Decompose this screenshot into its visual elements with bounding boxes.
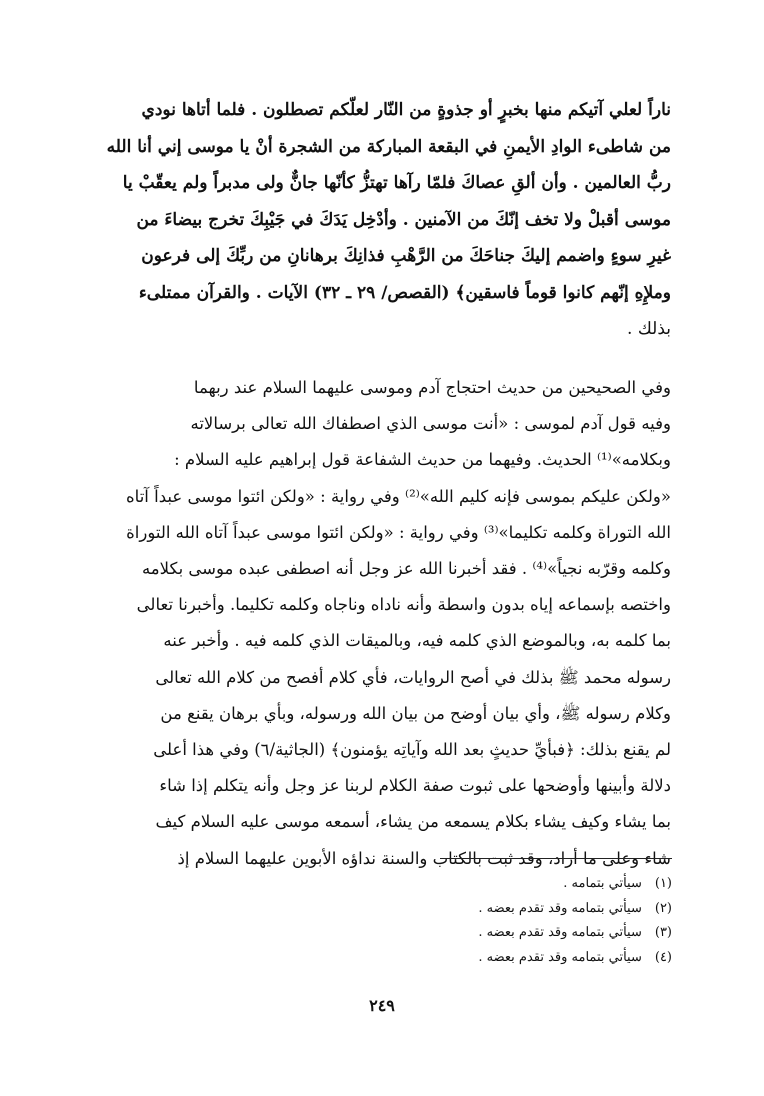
footnote-number: (٣): [654, 925, 672, 940]
text-line: شاء وعلى ما أراد، وقد ثبت بالكتاب والسنة نداؤه الأبوين عليهما السلام إذ: [177, 848, 671, 868]
footnote-item: [380, 872, 672, 897]
page-number: ٢٤٩: [369, 996, 395, 1015]
text-line: وفيه قول آدم لموسى : «أنت موسى الذي اصطفاك الله تعالى برسالاته: [190, 414, 671, 434]
text-line: بما كلمه به، وبالموضع الذي كلمه فيه، وبالميقات الذي كلمه فيه . وأخبر عنه: [163, 631, 671, 651]
text-line: غيرِ سوءٍ واضمم إليكَ جناحَكَ من الرَّهْبِ فذانِكَ برهانانِ من ربِّكَ إلى فرعون: [141, 246, 671, 266]
text-line: من شاطىء الوادِ الأيمنِ في البقعة المباركة من الشجرة أنْ يا موسى إني أنا الله: [106, 136, 671, 157]
footnote-text: سيأتي بتمامه .: [563, 876, 642, 891]
footnote-item: [380, 897, 672, 922]
text-line: واختصه بإسماعه إياه بدون واسطة وأنه ناداه وناجاه وكلمه تكليما. وأخبرنا تعالى: [136, 595, 671, 615]
footnote-number: (٢): [654, 900, 672, 916]
text-line: رسوله محمد ﷺ بذلك في أصح الروايات، فأي كلام أفصح من كلام الله تعالى: [155, 667, 671, 687]
text-line: بذلك .: [627, 319, 671, 339]
text-line: لم يقنع بذلك: ﴿فبأيِّ حديثٍ بعد الله وآياتِه يؤمنون﴾ (الجاثية/٦) وفي هذا أعلى: [153, 740, 671, 760]
text-line: وملإِهِ إنّهم كانوا قوماً فاسقين﴾ (القصص/ ٢٩ ـ ٣٢) الآيات . والقرآن ممتلىء: [138, 282, 671, 303]
text-line: ربُّ العالمين . وأن ألقِ عصاكَ فلمّا رآها تهتزُّ كأنّها جانٌّ ولى مدبراً ولم يعقّبْ يا: [122, 173, 671, 193]
text-line: الله التوراة وكلمه تكليما»⁽³⁾ وفي رواية : «ولكن ائتوا موسى عبداً آتاه الله التوراة: [126, 522, 671, 542]
text-line: موسى أقبلْ ولا تخف إنّكَ من الآمنين . وأدْخِل يَدَكَ في جَيْبِكَ تخرج بيضاءَ من: [136, 209, 671, 230]
text-line: ناراً لعلي آتيكم منها بخبرٍ أو جذوةٍ من النّار لعلّكم تصطلون . فلما أتاها نودي: [141, 100, 671, 120]
text-line: وفي الصحيحين من حديث احتجاج آدم وموسى عليهما السلام عند ربهما: [193, 378, 671, 397]
footnote-text: سيأتي بتمامه وقد تقدم بعضه .: [478, 900, 642, 916]
footnotes: [380, 872, 672, 970]
paragraph-2: [93, 370, 671, 877]
text-line: دلالة وأبينها وأوضحها على ثبوت صفة الكلام لربنا عز وجل وأنه يتكلم إذا شاء: [159, 776, 671, 796]
text-line: «ولكن عليكم بموسى فإنه كليم الله»⁽²⁾ وفي رواية : «ولكن ائتوا موسى عبداً آتاه: [126, 486, 671, 506]
footnote-divider: [440, 858, 672, 859]
footnote-item: [380, 921, 672, 946]
paragraph-1: [93, 92, 671, 348]
text-line: بما يشاء وكيف يشاء بكلام يسمعه من يشاء، أسمعه موسى عليه السلام كيف: [155, 812, 671, 832]
footnote-number: (٤): [654, 949, 672, 965]
footnote-text: سيأتي بتمامه وقد تقدم بعضه .: [478, 949, 642, 965]
text-line: وكلمه وقرّبه نجياً»⁽⁴⁾ . فقد أخبرنا الله عز وجل أنه اصطفى عبده موسى بكلامه: [141, 559, 671, 579]
footnote-item: [380, 946, 672, 971]
text-line: وكلام رسوله ﷺ، وأي بيان أوضح من بيان الله ورسوله، وبأي برهان يقنع من: [160, 703, 671, 723]
text-line: وبكلامه»⁽¹⁾ الحديث. وفيهما من حديث الشفاعة قول إبراهيم عليه السلام :: [174, 450, 671, 470]
footnote-text: سيأتي بتمامه وقد تقدم بعضه .: [478, 925, 642, 940]
footnote-number: (١): [654, 876, 672, 891]
